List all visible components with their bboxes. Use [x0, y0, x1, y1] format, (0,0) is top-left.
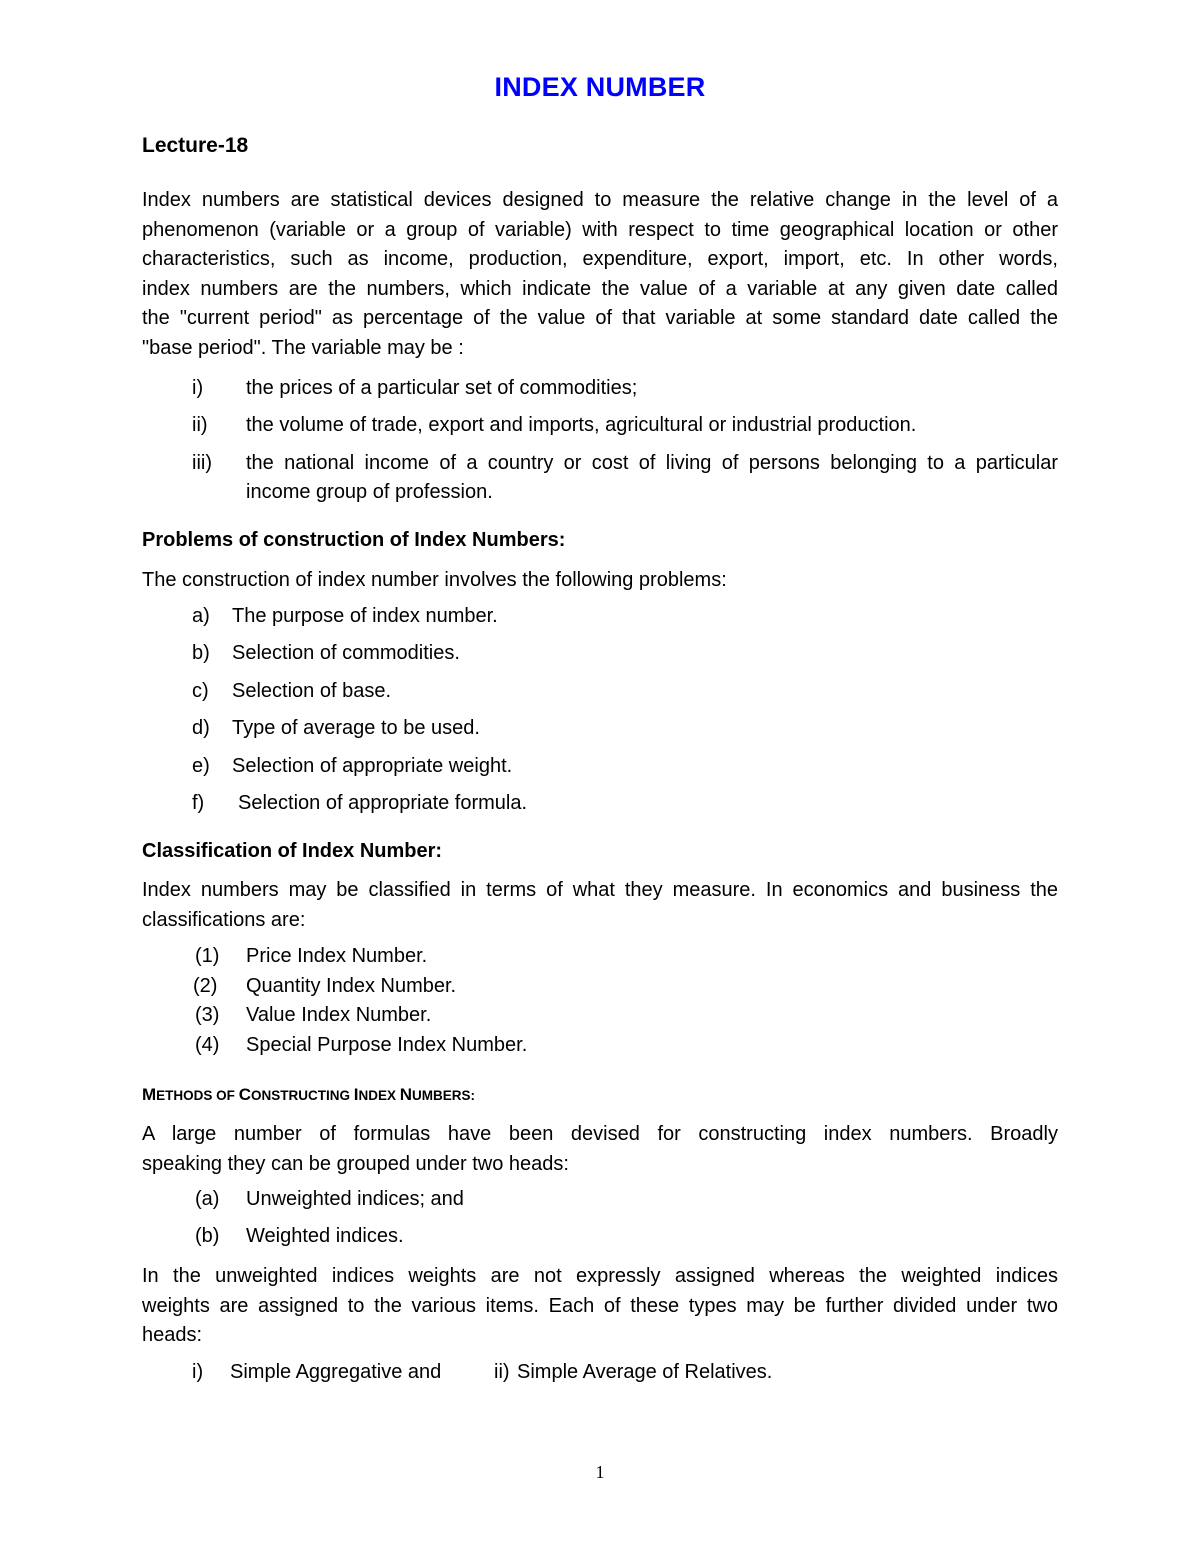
intro-line: index numbers are the numbers, which indicate the value of a variable at any given date called	[142, 277, 1058, 300]
problems-heading: Problems of construction of Index Numbers:	[142, 529, 566, 551]
page-number: 1	[595, 1462, 605, 1482]
list-text: income group of profession.	[246, 481, 493, 503]
intro-paragraph	[142, 186, 1058, 363]
classification-heading: Classification of Index Number:	[142, 840, 443, 862]
intro-line: phenomenon (variable or a group of variable) with respect to time geographical location or other	[142, 218, 1058, 241]
list-marker: i)	[192, 377, 204, 399]
list-text: the national income of a country or cost of living of persons belonging to a particular	[246, 452, 1058, 474]
problems-intro: The construction of index number involves the following problems:	[142, 569, 727, 591]
list-marker: iii)	[192, 452, 212, 474]
classification-paragraph: Index numbers may be classified in terms of what they measure. In economics and business the classifications are:	[142, 879, 1058, 931]
intro-line: characteristics, such as income, production, expenditure, export, import, etc. In other words,	[142, 248, 1058, 270]
document-page: INDEX NUMBER Lecture-18 Index numbers are statistical devices designed to measure the relative change in the level of a phenomenon (variable or a group of variable) with respect to time geographical location or other characteristics, such as income, production, expenditure, export, import, etc. In other words, index numbers are the numbers, which indicate the value of a variable at any given date called the "current period" as percentage of the value of that variable at some standard date called the "base period". The variable may be : i) the prices of a particular set of commodities; ii) the volume of trade, export and imports, agricultural or industrial production. iii) the national income of a country or cost of living of persons belonging to a particular income group of profession. Problems of construction of Index Numbers: The construction of index number involves the following problems: a) The purpose of index number. b) Selection of commodities. c) Selection of base. d) Type of average to be used. e) Selection of appropriate weight. f) Selection of appropriate formula. Classification of Index Number: Index numbers may be classified in terms of what they measure. In economics and business the classifications are: (1) Price Index Number. (2) Quantity Index Number. (3) Value Index Number. (4) Special Purpose Index Number. METHODS OF CONSTRUCTING INDEX NUMBERS: A large number of formulas have been devised for constructing index numbers. Broadly speaking they can be grouped under two heads: (a) Unweighted indices; and (b) Weighted indices. In the unweighted indices weights are not expressly assigned whereas the weighted indices weights are assigned to the various items. Each of these types may be further divided under two heads: i) Simple Aggregative and ii) Simple Average of Relatives. 1	[0, 0, 1200, 1553]
methods-heading: METHODS OF CONSTRUCTING INDEX NUMBERS:	[142, 1085, 475, 1104]
intro-line: "base period". The variable may be :	[142, 336, 464, 359]
intro-line: Index numbers are statistical devices designed to measure the relative change in the level of a	[142, 189, 1058, 211]
methods-paragraph-2: In the unweighted indices weights are not expressly assigned whereas the weighted indices weights are assigned to the various items. Each of these types may be further divided under two heads:	[142, 1265, 1058, 1346]
list-text: the volume of trade, export and imports, agricultural or industrial production.	[246, 414, 917, 436]
document-title: INDEX NUMBER	[494, 72, 706, 102]
intro-line: the "current period" as percentage of the value of that variable at some standard date called the	[142, 307, 1058, 329]
methods-paragraph: A large number of formulas have been devised for constructing index numbers. Broadly speaking they can be grouped under two heads:	[142, 1123, 1058, 1175]
list-text: the prices of a particular set of commodities;	[246, 377, 638, 399]
list-marker: ii)	[192, 414, 208, 436]
lecture-label: Lecture-18	[142, 134, 249, 157]
